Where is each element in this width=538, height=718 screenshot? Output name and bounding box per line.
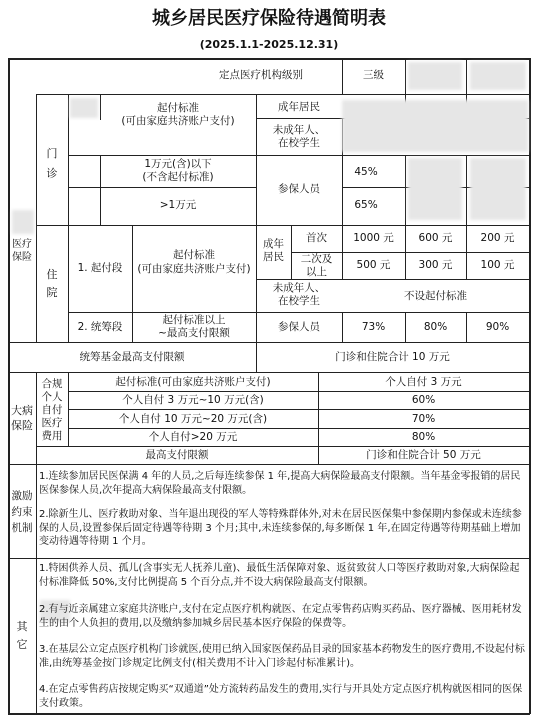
critical-row-2-label: 个人自付 3 万元~10 万元(含)	[122, 394, 264, 406]
outpatient-range-2: >1万元	[159, 199, 197, 211]
obscured-cell	[408, 158, 462, 220]
obscured-level-1	[408, 62, 462, 90]
inpatient-seg2-desc: 起付标准以上 ~最高支付限额	[158, 314, 230, 339]
outpatient-rate-r2-l3: 65%	[354, 199, 378, 211]
outpatient-rate-r1-l3: 45%	[354, 166, 378, 178]
obscured-level-2	[470, 62, 526, 90]
inpatient-first-l1: 200 元	[480, 232, 515, 244]
other-paragraph-3: 3.在基层公立定点医疗机构门诊就医,使用已纳入国家医保药品目录的国家基本药物发生的医疗费用,不设起付标准,由统筹基金按门诊规定比例支付(相关费用不计入门诊起付标准累计)。	[39, 644, 525, 669]
inpatient-seg1-desc: 起付标准 (可由家庭共济账户支付)	[137, 249, 251, 275]
page-title: 城乡居民医疗保险待遇简明表	[152, 8, 386, 29]
inpatient-first: 首次	[306, 232, 327, 244]
critical-max-value: 门诊和住院合计 50 万元	[366, 449, 481, 461]
other-paragraph-4: 4.在定点零售药店按规定购买“双通道”处方流转药品发生的费用,实行与开具处方定点医疗机构就医相同的医保支付政策。	[39, 684, 523, 709]
critical-row-1-label: 起付标准(可由家庭共济账户支付)	[115, 376, 271, 388]
period: (2025.1.1-2025.12.31)	[199, 38, 339, 51]
other-paragraph-1: 1.特困供养人员、孤儿(含事实无人抚养儿童)、最低生活保障对象、返贫致贫人口等医疗救助对象,大病保险起付标准降低 50%,支付比例提高 5 个百分点,并不设大病保险最高支付限额。	[39, 563, 520, 588]
inpatient-second-l1: 100 元	[480, 259, 515, 271]
critical-row-3-label: 个人自付 10 万元~20 万元(含)	[118, 413, 268, 425]
inpatient-minor: 未成年人、 在校学生	[272, 282, 326, 307]
outpatient-minor: 未成年人、 在校学生	[272, 124, 326, 149]
obscured-cell	[470, 158, 526, 220]
inpatient-seg2-insured: 参保人员	[278, 321, 320, 333]
inpatient-second-l3: 500 元	[356, 259, 391, 271]
fund-max-value: 门诊和住院合计 10 万元	[335, 351, 450, 363]
critical-row-4-value: 80%	[411, 431, 436, 443]
obscured-cell	[342, 100, 528, 152]
basic-insurance-section: 医疗保险	[12, 239, 32, 263]
critical-row-2-value: 60%	[411, 394, 436, 406]
critical-row-1-value: 个人自付 3 万元	[385, 376, 462, 388]
fund-max-label: 统筹基金最高支付限额	[79, 351, 185, 363]
outpatient-adult: 成年居民	[278, 101, 320, 113]
inpatient-seg1: 1. 起付段	[77, 262, 123, 274]
critical-section: 大病 保险	[11, 404, 33, 432]
critical-max-label: 最高支付限额	[145, 449, 209, 461]
other-paragraph-2: 2.有与近亲属建立家庭共济账户,支付在定点医疗机构就医、在定点零售药店购买药品、医疗器械、医用耗材发生的由个人负担的费用,以及缴纳参加城乡居民基本医疗保险的保费等。	[39, 604, 522, 629]
level-header-label: 定点医疗机构级别	[219, 69, 303, 81]
outpatient-insured: 参保人员	[278, 183, 320, 195]
inpatient-seg2-l3: 73%	[361, 321, 386, 333]
inpatient-seg2-l1: 90%	[485, 321, 510, 333]
inpatient-second: 二次及 以上	[300, 253, 333, 278]
incentive-section: 激励 约束 机制	[11, 490, 33, 534]
inpatient-seg2-l2: 80%	[423, 321, 448, 333]
inpatient-first-l2: 600 元	[418, 232, 453, 244]
outpatient-label: 门 诊	[46, 147, 58, 180]
obscured-cell	[12, 210, 34, 234]
incentive-paragraph-2: 2.除新生儿、医疗救助对象、当年退出现役的军人等特殊群体外,对未在居民医保集中参保期内参保或未连续参保的人员,设置参保后固定待遇等待期 3 个月;其中,未连续参保的,每多断保 1 年,在固定待遇等待期基础上增加变动待遇等待期 1 个月。	[39, 509, 522, 547]
obscured-cell	[70, 98, 98, 118]
other-section: 其 它	[16, 620, 28, 651]
inpatient-seg2: 2. 统筹段	[77, 321, 123, 333]
inpatient-no-threshold: 不设起付标准	[404, 290, 467, 302]
critical-row-4-label: 个人自付>20 万元	[148, 431, 238, 443]
inpatient-second-l2: 300 元	[418, 259, 453, 271]
level-3-header: 三级	[363, 69, 384, 81]
inpatient-adult: 成年 居民	[263, 238, 284, 263]
critical-row-3-value: 70%	[411, 413, 436, 425]
incentive-paragraph-1: 1.连续参加居民医保满 4 年的人员,之后每连续参保 1 年,提高大病保险最高支付限额。当年基金零报销的居民医保参保人员,次年提高大病保险最高支付限额。	[39, 471, 521, 496]
outpatient-range-1: 1万元(含)以下 (不含起付标准)	[142, 158, 214, 183]
critical-qualified-label: 合规 个人 自付 医疗 费用	[41, 378, 63, 442]
outpatient-threshold: 起付标准 (可由家庭共济账户支付)	[121, 102, 235, 127]
inpatient-first-l3: 1000 元	[353, 232, 394, 244]
inpatient-label: 住 院	[46, 268, 58, 299]
